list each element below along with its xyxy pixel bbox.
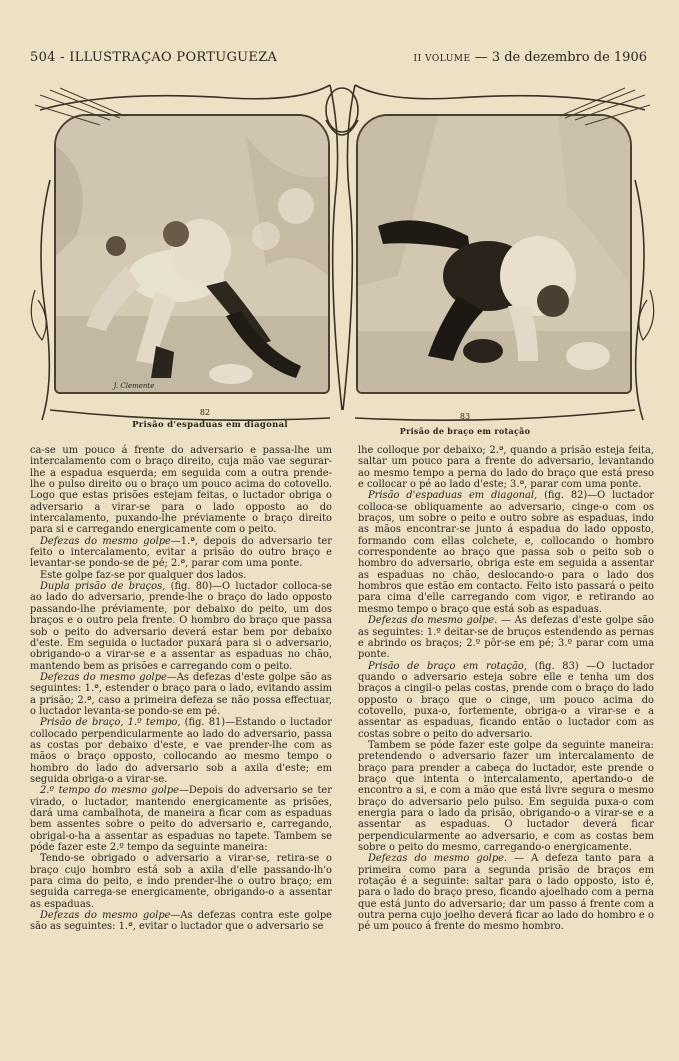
left-text-column [30,445,332,933]
paragraph-body: —Depois do adversario se ter virado, o luctador, mantendo energicamente as prisões, dará uma cambalhota, de maneira a ficar com as espaduas bem assentes sobre o peito do adversario e, carregando, obrigal-o-ha a assentar as espaduas no tapete. Tambem se póde fazer este 2.º tempo da seguinte maneira: [30,785,332,854]
paragraph-body: (fig. 80)—O luctador colloca-se ao lado do adversario, prende-lhe o braço do lado opposto passando-lhe préviamente, por debaixo do peito, um dos braços e o outro pela frente. O hombro do braço que passa sob o peito do adversario deverá estar bem por debaixo d'este. Em seguida o luctador puxará para si o adversario, obrigando-o a virar-se e a assentar as espaduas no chão, mantendo bem as prisões e carregando com o peito. [30,581,332,672]
photo-signature: J. Clemente [113,382,155,390]
paragraph-heading: 2.º tempo do mesmo golpe [40,785,179,797]
paragraph-heading: Dupla prisão de braços, [40,581,166,593]
paragraph [30,910,332,933]
paragraph: Tendo-se obrigado o adversario a virar-se, retira-se o braço cujo hombro está sob a axila d'elle passando-lh'o para cima do peito, e indo prender-lhe o outro braço; em seguida carrega-se energicamente, obrigando-o a assentar as espaduas. [30,853,332,910]
paragraph [30,785,332,853]
paragraph-body: —As defezas contra este golpe são as seguintes: 1.ª, evitar o luctador que o adversario se [30,910,332,933]
photo-fig-83 [356,114,632,394]
figure-number-82: 82 [199,408,211,417]
paragraph-heading: Defezas do mesmo golpe [40,671,167,683]
paragraph-body: — A defeza tanto para a primeira como para a segunda prisão de braços em rotação é a seguinte: saltar para o lado opposto, isto é, para o lado do braço preso, ficando ajoelhado com a perna que está junto do adversario; dar um passo á frente com a outra perna cujo joelho deverá ficar ao lado do hombro e o pé um pouco á frente do mesmo hombro. [358,853,654,933]
paragraph-body: — As defezas d'este golpe são as seguintes: 1.º deitar-se de bruços estendendo as pernas e abrindo os braços; 2.º pôr-se em pé; 3.º parar com uma ponte. [358,615,654,661]
wrestlers-diagonal-hold-image [56,116,328,392]
paragraph [30,672,332,717]
paragraph-heading: Prisão de braço em rotação, [368,660,528,672]
paragraph [358,853,654,932]
paragraph [30,581,332,672]
illustration-frame [30,80,655,436]
volume-label: II VOLUME [413,54,471,64]
paragraph-heading: Prisão de braço, 1.º tempo, [40,717,181,729]
paragraph [358,490,654,615]
paragraph-body: (fig. 83) —O luctador quando o adversario esteja sobre elle e tenha um dos braços a cingil-o pelas costas, prende com o braço do lado opposto o braço que o cinge, um pouco acima do cotovello, puxa-o, fortemente, obriga-o a virar-se e a assentar as espaduas, ficando então o luctador com as costas sobre o peito do adversario. [358,660,654,740]
date-label: — 3 de dezembro de 1906 [470,50,647,65]
right-text-column [358,445,654,933]
paragraph [30,717,332,785]
figure-number-83: 83 [459,412,471,421]
paragraph: Este golpe faz-se por qualquer dos lados. [40,569,247,581]
caption-fig-82: Prisão d'espaduas em diagonal [132,420,288,430]
paragraph: ca-se um pouco á frente do adversario e passa-lhe um intercalamento com o braço direito, cuja mão vae segurar-lhe a espadua esquerda; em seguida com a outra prende-lhe o pulso direito ou o braço um pouco acima do cotovello. Logo que estas prisões estejam feitas, o luctador obriga o adversario a virar-se para o lado opposto ao do intercalamento, puxando-lhe préviamente o braço direito para si e carregando energicamente com o peito. [30,445,332,536]
paragraph-heading: Defezas do mesmo golpe [40,910,171,922]
page-number-title: 504 - ILLUSTRAÇAO PORTUGUEZA [30,50,278,65]
wrestlers-arm-rotation-image [358,116,630,392]
caption-fig-83: Prisão de braço em rotação [399,426,531,436]
paragraph-heading: Defezas do mesmo golpe [40,535,171,547]
photo-fig-82 [54,114,330,394]
paragraph: lhe colloque por debaixo; 2.ª, quando a prisão esteja feita, saltar um pouco para a frente do adversario, levantando ao mesmo tempo a perna do lado do braço que está preso e collocar o pé ao lado d'este; 3.ª, parar com uma ponte. [358,445,654,491]
page-header [30,50,647,70]
paragraph-body: (fig. 82)—O luctador colloca-se obliquamente ao adversario, cinge-o com os braços, um sobre o peito e outro sobre as espaduas, indo as mãos encontrar-se junto á espadua do lado opposto, formando com ellas colchete, e, collocando o hombro correspondente ao braço que passa sob o peito sob o hombro do adversario, obriga este em seguida a assentar as espaduas no chão, deslocando-o para o lado dos hombros que estão em contacto. Feito isto passará o peito para cima d'elle carregando com vigor, e retirando ao mesmo tempo o braço que está sob as espaduas. [358,490,654,615]
paragraph [358,615,654,660]
paragraph-body: —As defezas d'este golpe são as seguintes: 1.ª, estender o braço para o lado, evitando assim a prisão; 2.ª, caso a primeira defeza se não possa effectuar, o luctador levanta-se pondo-se em pé. [30,671,332,717]
paragraph-body: (fig. 81)—Estando o luctador collocado perpendicularmente ao lado do adversario, passa as costas por debaixo d'este, e vae prender-lhe com as mãos o braço opposto, collocando ao mesmo tempo o hombro do lado do adversario sob a axila d'este; em seguida obriga-o a virar-se. [30,717,332,785]
paragraph-heading: Defezas do mesmo golpe. [368,853,508,865]
paragraph-body: —1.ª, depois do adversario ter feito o intercalamento, evitar a prisão do outro braço e levantar-se pondo-se de pé; 2.ª, parar com uma ponte. [30,535,332,570]
issue-date [414,50,647,65]
paragraph [30,536,332,570]
paragraph-heading: Defezas do mesmo golpe. [368,615,498,627]
paragraph: Tambem se póde fazer este golpe da seguinte maneira: pretendendo o adversario fazer um intercalamento de braço para prender a cabeça do luctador, este prende o braço que intenta o intercalamento, apertando-o de encontro a si, e com a mão que está livre segura o mesmo braço do adversario pelo pulso. Em seguida puxa-o com energia para o lado da prisão, obrigando-o a virar-se e a assentar as espaduas. O luctador deverá ficar perpendicularmente ao adversario, e com as costas bem sobre o peito do mesmo, carregando-o energicamente. [358,739,654,854]
paragraph [358,661,654,740]
paragraph-heading: Prisão d'espaduas em diagonal, [368,490,538,502]
